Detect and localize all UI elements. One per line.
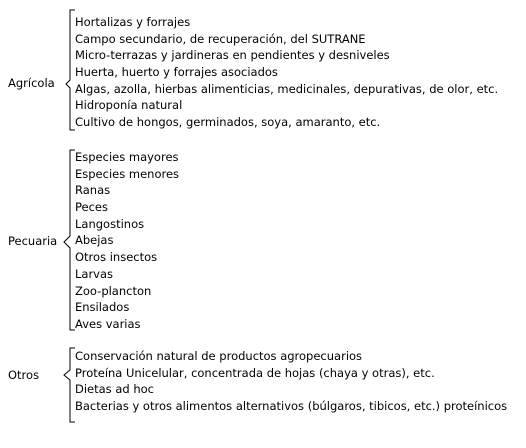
list-item: Algas, azolla, hierbas alimenticias, medicinales, depurativas, de olor, etc. [75, 81, 499, 96]
list-item: Dietas ad hoc [75, 382, 154, 397]
list-item: Aves varias [75, 316, 141, 331]
list-item: Otros insectos [75, 250, 158, 265]
list-item: Proteína Unicelular, concentrada de hojas (chaya y otras), etc. [75, 365, 435, 380]
list-item: Hidroponía natural [75, 98, 183, 113]
list-agricola [75, 14, 498, 131]
list-item: Larvas [75, 266, 114, 281]
list-pecuaria [75, 149, 179, 333]
list-item: Ensilados [75, 300, 130, 315]
list-item: Hortalizas y forrajes [75, 15, 191, 29]
list-item: Ranas [75, 183, 111, 198]
list-item: Micro-terrazas y jardineras en pendientes y desniveles [75, 48, 390, 63]
brace-pecuaria [62, 148, 76, 332]
group-label-agricola: Agrícola [8, 76, 55, 90]
group-label-pecuaria: Pecuaria [8, 234, 58, 248]
list-otros [75, 348, 507, 415]
list-item: Bacterias y otros alimentos alternativos (búlgaros, tibicos, etc.) proteínicos [75, 399, 508, 414]
list-item: Especies menores [75, 166, 180, 181]
list-item: Langostinos [75, 216, 145, 231]
list-item: Abejas [75, 233, 114, 248]
list-item: Campo secundario, de recuperación, del SUTRANE [75, 31, 366, 46]
list-item: Zoo-plancton [75, 283, 152, 298]
list-item: Cultivo de hongos, germinados, soya, amaranto, etc. [75, 115, 381, 130]
group-label-otros: Otros [8, 368, 40, 382]
list-item: Huerta, huerto y forrajes asociados [75, 65, 278, 80]
list-item: Especies mayores [75, 150, 179, 164]
list-item: Peces [75, 200, 108, 215]
list-item: Conservación natural de productos agropecuarios [75, 349, 363, 363]
